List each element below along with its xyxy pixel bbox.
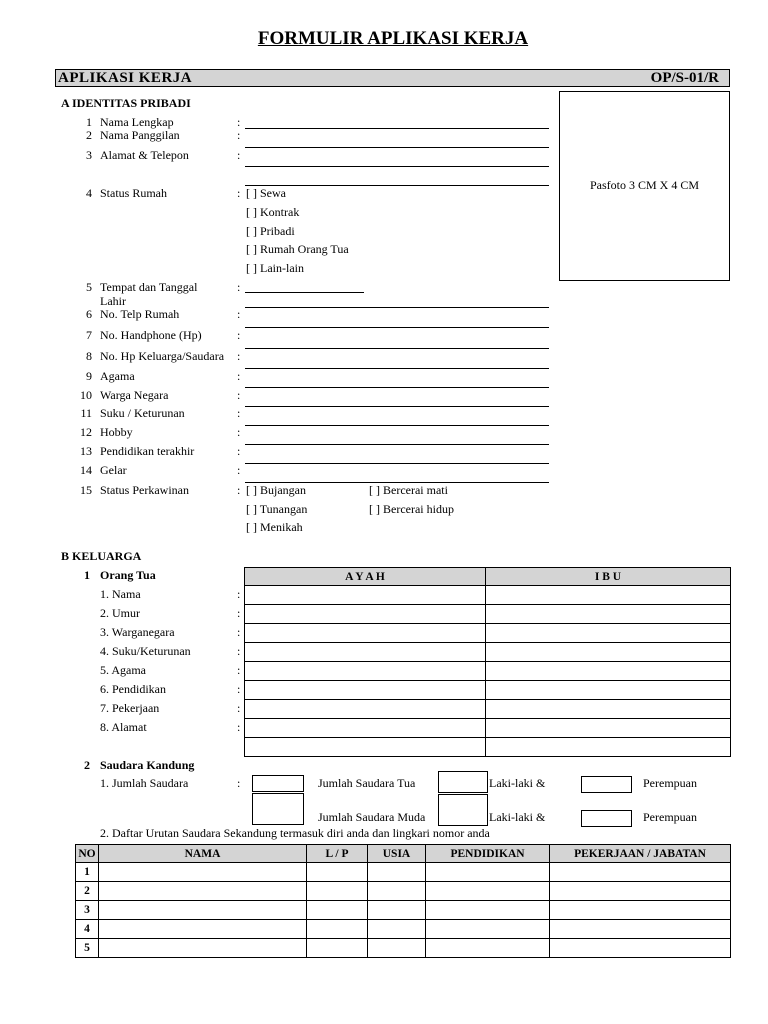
field-number: 9 bbox=[86, 369, 92, 383]
status-perkawinan-option[interactable]: [ ] Bercerai mati bbox=[369, 483, 448, 497]
sibling-cell[interactable] bbox=[550, 863, 731, 882]
sibling-cell[interactable] bbox=[99, 920, 307, 939]
jumlah-saudara-label: 1. Jumlah Saudara bbox=[100, 776, 189, 790]
status-rumah-option[interactable]: [ ] Sewa bbox=[246, 186, 286, 200]
col-usia: USIA bbox=[368, 845, 426, 863]
field-number: 3 bbox=[86, 148, 92, 162]
field-colon: : bbox=[237, 115, 241, 129]
answer-line[interactable] bbox=[245, 444, 549, 445]
field-label: Pendidikan terakhir bbox=[100, 444, 195, 458]
status-rumah-option[interactable]: [ ] Rumah Orang Tua bbox=[246, 242, 349, 256]
field-number: 10 bbox=[80, 388, 92, 402]
sibling-cell[interactable] bbox=[99, 882, 307, 901]
ayah-cell[interactable] bbox=[245, 738, 486, 757]
ayah-cell[interactable] bbox=[245, 624, 486, 643]
answer-line[interactable] bbox=[245, 348, 549, 349]
field-label: Warga Negara bbox=[100, 388, 169, 402]
field-label: No. Hp Keluarga/Saudara bbox=[100, 349, 225, 363]
status-rumah-option[interactable]: [ ] Pribadi bbox=[246, 224, 295, 238]
answer-line[interactable] bbox=[245, 425, 549, 426]
parents-table bbox=[244, 567, 731, 757]
sibling-cell[interactable] bbox=[426, 863, 550, 882]
parent-row-colon: : bbox=[237, 644, 241, 658]
sibling-cell[interactable] bbox=[368, 882, 426, 901]
status-perkawinan-option[interactable]: [ ] Bujangan bbox=[246, 483, 306, 497]
parents-table-row bbox=[245, 624, 731, 643]
field-number: 14 bbox=[80, 463, 92, 477]
orang-tua-heading: Orang Tua bbox=[100, 568, 156, 582]
field-label-cont: Lahir bbox=[100, 294, 126, 308]
sibling-cell[interactable] bbox=[426, 939, 550, 958]
parent-row-label: 2. Umur bbox=[100, 606, 140, 620]
jumlah-saudara-box[interactable] bbox=[252, 775, 304, 792]
parent-row-label: 8. Alamat bbox=[100, 720, 147, 734]
field-number: 7 bbox=[86, 328, 92, 342]
sibling-cell[interactable] bbox=[368, 920, 426, 939]
section-a-title: A IDENTITAS PRIBADI bbox=[61, 96, 191, 110]
answer-line[interactable] bbox=[245, 166, 549, 167]
status-rumah-option[interactable]: [ ] Lain-lain bbox=[246, 261, 304, 275]
field-label: Nama Lengkap bbox=[100, 115, 174, 129]
answer-line[interactable] bbox=[245, 327, 549, 328]
sibling-cell[interactable] bbox=[368, 863, 426, 882]
field-label: Status Rumah bbox=[100, 186, 168, 200]
status-rumah-option[interactable]: [ ] Kontrak bbox=[246, 205, 300, 219]
field-number: 5 bbox=[86, 280, 92, 294]
laki-laki-label-1: Laki-laki & bbox=[489, 776, 546, 790]
sibling-cell[interactable] bbox=[368, 901, 426, 920]
saudara-muda-laki-box[interactable] bbox=[438, 794, 488, 826]
siblings-table bbox=[75, 844, 731, 958]
field-number: 11 bbox=[80, 406, 92, 420]
parent-row-label: 7. Pekerjaan bbox=[100, 701, 160, 715]
ibu-cell[interactable] bbox=[486, 662, 731, 681]
parent-row-label: 4. Suku/Keturunan bbox=[100, 644, 191, 658]
sibling-row bbox=[76, 939, 731, 958]
form-code: OP/S-01/R bbox=[650, 70, 719, 86]
photo-label: Pasfoto 3 CM X 4 CM bbox=[589, 178, 699, 192]
sibling-cell[interactable] bbox=[550, 901, 731, 920]
answer-line[interactable] bbox=[245, 387, 549, 388]
sibling-row-number: 2 bbox=[76, 882, 99, 901]
field-colon: : bbox=[237, 349, 241, 363]
sibling-cell[interactable] bbox=[307, 882, 368, 901]
field-number: 15 bbox=[80, 483, 92, 497]
ibu-cell[interactable] bbox=[486, 643, 731, 662]
saudara-tua-laki-box[interactable] bbox=[438, 771, 488, 793]
field-label: Suku / Keturunan bbox=[100, 406, 185, 420]
sibling-cell[interactable] bbox=[307, 920, 368, 939]
field-number: 13 bbox=[80, 444, 92, 458]
field-colon: : bbox=[237, 280, 241, 294]
answer-line[interactable] bbox=[245, 128, 549, 129]
parent-row-colon: : bbox=[237, 720, 241, 734]
sibling-cell[interactable] bbox=[307, 901, 368, 920]
field-label: Nama Panggilan bbox=[100, 128, 180, 142]
answer-line[interactable] bbox=[245, 292, 364, 293]
jumlah-saudara-box-2[interactable] bbox=[252, 793, 304, 825]
answer-line[interactable] bbox=[245, 185, 549, 186]
answer-line[interactable] bbox=[245, 368, 549, 369]
photo-box[interactable] bbox=[559, 91, 730, 281]
daftar-saudara-instruction: 2. Daftar Urutan Saudara Sekandung termasuk diri anda dan lingkari nomor anda bbox=[100, 826, 490, 840]
sibling-cell[interactable] bbox=[426, 920, 550, 939]
parent-row-colon: : bbox=[237, 701, 241, 715]
ayah-cell[interactable] bbox=[245, 605, 486, 624]
field-colon: : bbox=[237, 148, 241, 162]
section-b-title: B KELUARGA bbox=[61, 549, 142, 563]
sibling-cell[interactable] bbox=[426, 901, 550, 920]
ayah-cell[interactable] bbox=[245, 719, 486, 738]
ibu-cell[interactable] bbox=[486, 700, 731, 719]
ibu-cell[interactable] bbox=[486, 586, 731, 605]
jumlah-colon: : bbox=[237, 776, 241, 790]
ibu-cell[interactable] bbox=[486, 681, 731, 700]
sibling-cell[interactable] bbox=[550, 882, 731, 901]
col-pendidikan: PENDIDIKAN bbox=[426, 845, 550, 863]
ayah-cell[interactable] bbox=[245, 586, 486, 605]
status-perkawinan-option[interactable]: [ ] Menikah bbox=[246, 520, 303, 534]
ayah-cell[interactable] bbox=[245, 643, 486, 662]
ibu-cell[interactable] bbox=[486, 738, 731, 757]
parent-row-label: 5. Agama bbox=[100, 663, 146, 677]
field-colon: : bbox=[237, 425, 241, 439]
parent-row-colon: : bbox=[237, 682, 241, 696]
sibling-row bbox=[76, 901, 731, 920]
ibu-cell[interactable] bbox=[486, 605, 731, 624]
sibling-cell[interactable] bbox=[368, 939, 426, 958]
parents-table-row bbox=[245, 700, 731, 719]
field-colon: : bbox=[237, 406, 241, 420]
ibu-cell[interactable] bbox=[486, 719, 731, 738]
saudara-no: 2 bbox=[84, 758, 90, 772]
sibling-row-number: 1 bbox=[76, 863, 99, 882]
field-number: 8 bbox=[86, 349, 92, 363]
perempuan-label-2: Perempuan bbox=[643, 810, 697, 824]
form-title: FORMULIR APLIKASI KERJA bbox=[257, 28, 529, 49]
saudara-tua-label: Jumlah Saudara Tua bbox=[318, 776, 416, 790]
saudara-tua-perempuan-box[interactable] bbox=[581, 776, 632, 793]
answer-line[interactable] bbox=[245, 147, 549, 148]
parent-row-label: 3. Warganegara bbox=[100, 625, 175, 639]
ayah-cell[interactable] bbox=[245, 681, 486, 700]
field-label: Alamat & Telepon bbox=[100, 148, 189, 162]
field-number: 2 bbox=[86, 128, 92, 142]
parent-row-colon: : bbox=[237, 587, 241, 601]
field-label: Gelar bbox=[100, 463, 127, 477]
field-number: 1 bbox=[86, 115, 92, 129]
field-colon: : bbox=[237, 463, 241, 477]
parent-row-colon: : bbox=[237, 625, 241, 639]
column-ayah: A Y A H bbox=[245, 568, 486, 586]
ibu-cell[interactable] bbox=[486, 624, 731, 643]
field-colon: : bbox=[237, 186, 241, 200]
status-perkawinan-option[interactable]: [ ] Tunangan bbox=[246, 502, 308, 516]
parents-table-row bbox=[245, 738, 731, 757]
parent-row-colon: : bbox=[237, 606, 241, 620]
sibling-row-number: 4 bbox=[76, 920, 99, 939]
field-label: Hobby bbox=[100, 425, 133, 439]
laki-laki-label-2: Laki-laki & bbox=[489, 810, 546, 824]
sibling-row bbox=[76, 920, 731, 939]
ayah-cell[interactable] bbox=[245, 662, 486, 681]
perempuan-label-1: Perempuan bbox=[643, 776, 697, 790]
col-lp: L / P bbox=[307, 845, 368, 863]
field-colon: : bbox=[237, 307, 241, 321]
saudara-muda-perempuan-box[interactable] bbox=[581, 810, 632, 827]
field-colon: : bbox=[237, 369, 241, 383]
field-colon: : bbox=[237, 483, 241, 497]
parents-table-row bbox=[245, 605, 731, 624]
answer-line[interactable] bbox=[245, 307, 549, 308]
parents-table-row bbox=[245, 662, 731, 681]
sibling-cell[interactable] bbox=[550, 920, 731, 939]
field-label: No. Handphone (Hp) bbox=[100, 328, 202, 342]
sibling-row-number: 3 bbox=[76, 901, 99, 920]
parents-table-row bbox=[245, 719, 731, 738]
answer-line[interactable] bbox=[245, 463, 549, 464]
parents-table-row bbox=[245, 586, 731, 605]
form-header-bar bbox=[55, 69, 730, 87]
saudara-muda-label: Jumlah Saudara Muda bbox=[318, 810, 426, 824]
sibling-cell[interactable] bbox=[307, 863, 368, 882]
sibling-cell[interactable] bbox=[426, 882, 550, 901]
sibling-row-number: 5 bbox=[76, 939, 99, 958]
field-label: Agama bbox=[100, 369, 135, 383]
sibling-row bbox=[76, 863, 731, 882]
col-no: NO bbox=[76, 845, 99, 863]
sibling-cell[interactable] bbox=[99, 901, 307, 920]
field-colon: : bbox=[237, 388, 241, 402]
sibling-cell[interactable] bbox=[99, 863, 307, 882]
field-label: Tempat dan Tanggal bbox=[100, 280, 198, 294]
col-nama: NAMA bbox=[99, 845, 307, 863]
field-colon: : bbox=[237, 444, 241, 458]
sibling-cell[interactable] bbox=[99, 939, 307, 958]
ayah-cell[interactable] bbox=[245, 700, 486, 719]
field-colon: : bbox=[237, 128, 241, 142]
header-title: APLIKASI KERJA bbox=[58, 70, 193, 86]
field-number: 4 bbox=[86, 186, 92, 200]
saudara-heading: Saudara Kandung bbox=[100, 758, 195, 772]
field-colon: : bbox=[237, 328, 241, 342]
sibling-cell[interactable] bbox=[550, 939, 731, 958]
parents-table-row bbox=[245, 643, 731, 662]
col-pekerjaan: PEKERJAAN / JABATAN bbox=[550, 845, 731, 863]
orang-tua-no: 1 bbox=[84, 568, 90, 582]
sibling-cell[interactable] bbox=[307, 939, 368, 958]
column-ibu: I B U bbox=[486, 568, 731, 586]
sibling-row bbox=[76, 882, 731, 901]
field-number: 12 bbox=[80, 425, 92, 439]
parent-row-label: 6. Pendidikan bbox=[100, 682, 166, 696]
field-label: No. Telp Rumah bbox=[100, 307, 180, 321]
status-perkawinan-option[interactable]: [ ] Bercerai hidup bbox=[369, 502, 454, 516]
parent-row-colon: : bbox=[237, 663, 241, 677]
answer-line[interactable] bbox=[245, 406, 549, 407]
parent-row-label: 1. Nama bbox=[100, 587, 141, 601]
field-number: 6 bbox=[86, 307, 92, 321]
field-label: Status Perkawinan bbox=[100, 483, 189, 497]
parents-table-row bbox=[245, 681, 731, 700]
